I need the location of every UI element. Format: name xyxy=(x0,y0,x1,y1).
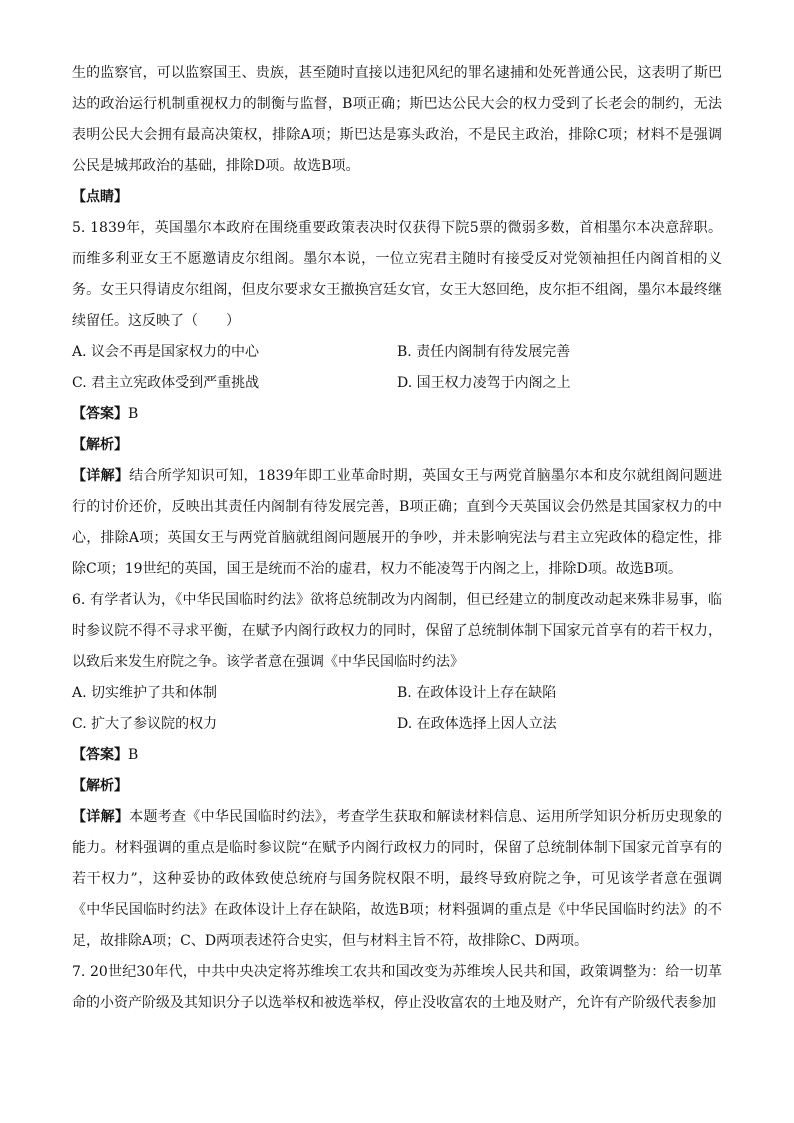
q7-stem: 7. 20世纪30年代，中共中央决定将苏维埃工农共和国改变为苏维埃人民共和国，政策调整为：给一切革命的小资产阶级及其知识分子以选举权和被选举权，停止没收富农的土地及财产，允许有产阶级代表参加 xyxy=(72,964,722,1011)
q5-detail-text: 结合所学知识可知，1839年即工业革命时期，英国女王与两党首脑墨尔本和皮尔就组阁问题进行的讨价还价，反映出其责任内阁制有待发展完善，B项正确；直到今天英国议会仍然是其国家权力的中心，排除A项；英国女王与两党首脑就组阁问题展开的争吵，并未影响宪法与君主立宪政体的稳定性，排除C项；19世纪的英国，国王是统而不治的虚君，权力不能凌驾于内阁之上，排除D项。故选B项。 xyxy=(72,468,722,577)
q5-answer-value: B xyxy=(128,406,139,422)
q6-detail-text: 本题考查《中华民国临时约法》，考查学生获取和解读材料信息、运用所学知识分析历史现象的能力。材料强调的重点是临时参议院“在赋予内阁行政权力的同时，保留了总统制体制下国家元首享有的若干权力”，这种妥协的政体致使总统府与国务院权限不明，最终导致府院之争，可见该学者意在强调《中华民国临时约法》在政体设计上存在缺陷，故选B项；材料强调的重点是《中华民国临时约法》的不足，故排除A项；C、D两项表述符合史实，但与材料主旨不符，故排除C、D两项。 xyxy=(72,809,722,949)
q6-detail-label: 【详解】 xyxy=(72,809,130,825)
q4-dianjing-label: 【点睛】 xyxy=(72,189,128,205)
q5-answer-label: 【答案】 xyxy=(72,406,128,422)
q5-stem: 5. 1839年，英国墨尔本政府在围绕重要政策表决时仅获得下院5票的微弱多数，首相墨尔本决意辞职。而维多利亚女王不愿邀请皮尔组阁。墨尔本说，一位立宪君主随时有接受反对党领袖担任内阁首相的义务。女王只得请皮尔组阁，但皮尔要求女王撤换宫廷女官，女王大怒回绝，皮尔拒不组阁，墨尔本最终继续留任。这反映了（ ） xyxy=(72,220,722,329)
q6-options xyxy=(72,678,722,740)
q5-analysis-label: 【解析】 xyxy=(72,437,128,453)
q6-option-a: A. 切实维护了共和体制 xyxy=(72,685,218,701)
q5-answer xyxy=(72,399,722,430)
q6-answer-value: B xyxy=(128,747,139,763)
document-page xyxy=(72,58,722,1019)
q5-options xyxy=(72,337,722,399)
q5-detail xyxy=(72,461,722,585)
q5-option-c: C. 君主立宪政体受到严重挑战 xyxy=(72,375,260,391)
q6-answer-label: 【答案】 xyxy=(72,747,128,763)
q6-option-b: B. 在政体设计上存在缺陷 xyxy=(397,685,557,701)
q6-stem: 6. 有学者认为，《中华民国临时约法》欲将总统制改为内阁制，但已经建立的制度改动起来殊非易事，临时参议院不得不寻求平衡，在赋予内阁行政权力的同时，保留了总统制体制下国家元首享有的若干权力，以致后来发生府院之争。该学者意在强调《中华民国临时约法》 xyxy=(72,592,722,670)
q6-answer xyxy=(72,740,722,771)
q5-option-b: B. 责任内阁制有待发展完善 xyxy=(397,344,571,360)
q5-option-d: D. 国王权力凌驾于内阁之上 xyxy=(397,375,571,391)
q5-option-a: A. 议会不再是国家权力的中心 xyxy=(72,344,260,360)
q5-detail-label: 【详解】 xyxy=(72,468,130,484)
q6-analysis-label: 【解析】 xyxy=(72,778,128,794)
q6-option-c: C. 扩大了参议院的权力 xyxy=(72,716,218,732)
q6-detail xyxy=(72,802,722,957)
q4-analysis-tail: 生的监察官，可以监察国王、贵族，甚至随时直接以违犯风纪的罪名逮捕和处死普通公民，这表明了斯巴达的政治运行机制重视权力的制衡与监督，B项正确；斯巴达公民大会的权力受到了长老会的制约，无法表明公民大会拥有最高决策权，排除A项；斯巴达是寡头政治，不是民主政治，排除C项；材料不是强调公民是城邦政治的基础，排除D项。故选B项。 xyxy=(72,65,722,174)
q6-option-d: D. 在政体选择上因人立法 xyxy=(397,716,557,732)
